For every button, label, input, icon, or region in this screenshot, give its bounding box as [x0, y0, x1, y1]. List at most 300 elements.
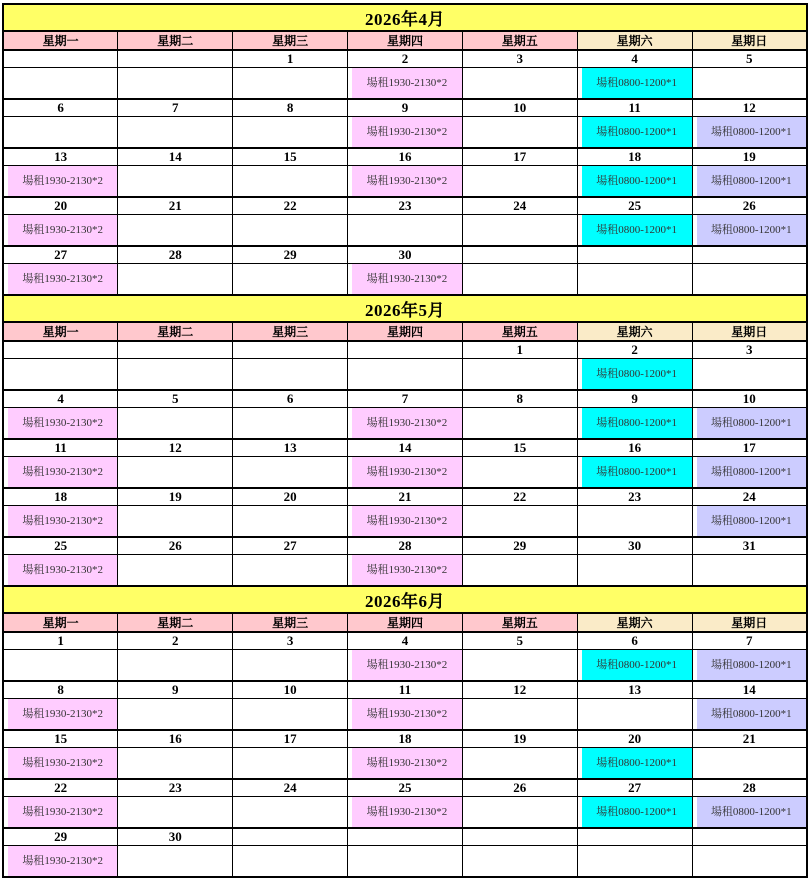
event-entry-cyan: 場租0800-1200*1 — [582, 117, 692, 147]
event-cell — [577, 797, 692, 829]
date-cell: 26 — [118, 537, 233, 555]
event-entry-pink: 場租1930-2130*2 — [8, 506, 117, 536]
date-cell: 8 — [3, 681, 118, 699]
event-entry-lavender: 場租0800-1200*1 — [697, 650, 806, 680]
date-cell: 19 — [118, 488, 233, 506]
date-cell: 9 — [118, 681, 233, 699]
event-entry-pink: 場租1930-2130*2 — [8, 699, 117, 729]
date-cell — [577, 828, 692, 846]
date-cell: 4 — [577, 50, 692, 68]
event-cell — [348, 166, 463, 198]
event-cell — [348, 846, 463, 878]
date-cell: 28 — [348, 537, 463, 555]
event-cell — [233, 650, 348, 682]
event-cell — [3, 117, 118, 149]
date-cell: 20 — [233, 488, 348, 506]
event-cell — [3, 650, 118, 682]
date-cell: 29 — [233, 246, 348, 264]
event-cell — [577, 68, 692, 100]
date-cell: 24 — [462, 197, 577, 215]
event-cell — [462, 650, 577, 682]
event-row — [3, 215, 807, 247]
date-cell: 19 — [692, 148, 807, 166]
event-cell — [3, 166, 118, 198]
event-cell — [118, 215, 233, 247]
weekday-header: 星期二 — [118, 613, 233, 632]
event-cell — [3, 748, 118, 780]
date-cell: 18 — [577, 148, 692, 166]
event-cell — [462, 797, 577, 829]
date-cell: 30 — [118, 828, 233, 846]
date-cell: 11 — [348, 681, 463, 699]
date-cell: 6 — [577, 632, 692, 650]
event-cell — [233, 748, 348, 780]
date-cell: 28 — [692, 779, 807, 797]
event-cell — [577, 699, 692, 731]
event-entry-pink: 場租1930-2130*2 — [8, 215, 117, 245]
event-row — [3, 117, 807, 149]
event-cell — [462, 555, 577, 587]
date-cell: 2 — [577, 341, 692, 359]
event-cell — [3, 264, 118, 296]
event-cell — [118, 117, 233, 149]
date-cell: 11 — [577, 99, 692, 117]
event-entry-lavender: 場租0800-1200*1 — [697, 408, 806, 438]
event-cell — [233, 797, 348, 829]
weekday-header: 星期三 — [233, 613, 348, 632]
event-cell — [577, 506, 692, 538]
event-cell — [348, 117, 463, 149]
weekday-header: 星期五 — [462, 322, 577, 341]
event-cell — [577, 650, 692, 682]
event-cell — [233, 117, 348, 149]
event-entry-pink: 場租1930-2130*2 — [352, 748, 462, 778]
event-cell — [118, 797, 233, 829]
date-row — [3, 148, 807, 166]
date-cell — [577, 246, 692, 264]
date-cell: 30 — [577, 537, 692, 555]
date-cell — [233, 828, 348, 846]
event-cell — [692, 264, 807, 296]
weekday-header: 星期三 — [233, 322, 348, 341]
event-cell — [3, 408, 118, 440]
event-entry-lavender: 場租0800-1200*1 — [697, 797, 806, 827]
event-cell — [692, 506, 807, 538]
date-cell: 16 — [577, 439, 692, 457]
weekday-header: 星期日 — [692, 322, 807, 341]
date-cell: 21 — [118, 197, 233, 215]
date-cell — [118, 50, 233, 68]
date-cell: 28 — [118, 246, 233, 264]
date-cell: 18 — [348, 730, 463, 748]
date-cell: 3 — [462, 50, 577, 68]
month-calendar-2 — [2, 585, 808, 878]
event-row — [3, 797, 807, 829]
event-cell — [577, 457, 692, 489]
event-cell — [348, 797, 463, 829]
date-cell: 15 — [3, 730, 118, 748]
event-row — [3, 68, 807, 100]
event-cell — [462, 359, 577, 391]
event-cell — [3, 215, 118, 247]
weekday-header: 星期四 — [348, 31, 463, 50]
date-row — [3, 828, 807, 846]
weekday-header-row — [3, 322, 807, 341]
weekday-header: 星期五 — [462, 31, 577, 50]
date-row — [3, 341, 807, 359]
weekday-header: 星期一 — [3, 613, 118, 632]
date-cell: 23 — [577, 488, 692, 506]
weekday-header: 星期三 — [233, 31, 348, 50]
month-calendar-1 — [2, 294, 808, 587]
date-row — [3, 390, 807, 408]
date-cell — [3, 50, 118, 68]
date-row — [3, 488, 807, 506]
date-cell: 21 — [348, 488, 463, 506]
date-cell: 14 — [348, 439, 463, 457]
date-cell: 8 — [462, 390, 577, 408]
date-cell: 25 — [577, 197, 692, 215]
date-cell: 24 — [233, 779, 348, 797]
date-cell: 12 — [118, 439, 233, 457]
event-cell — [692, 68, 807, 100]
date-cell — [462, 828, 577, 846]
date-cell: 18 — [3, 488, 118, 506]
event-cell — [692, 846, 807, 878]
date-cell: 27 — [577, 779, 692, 797]
event-row — [3, 359, 807, 391]
event-cell — [118, 68, 233, 100]
event-cell — [118, 506, 233, 538]
event-row — [3, 846, 807, 878]
event-cell — [3, 699, 118, 731]
event-entry-cyan: 場租0800-1200*1 — [582, 215, 692, 245]
event-cell — [692, 408, 807, 440]
date-row — [3, 246, 807, 264]
event-cell — [3, 797, 118, 829]
event-cell — [3, 506, 118, 538]
date-cell: 10 — [692, 390, 807, 408]
date-cell: 19 — [462, 730, 577, 748]
date-cell: 21 — [692, 730, 807, 748]
event-cell — [118, 650, 233, 682]
event-entry-pink: 場租1930-2130*2 — [352, 166, 462, 196]
event-cell — [692, 797, 807, 829]
date-cell: 10 — [462, 99, 577, 117]
event-entry-lavender: 場租0800-1200*1 — [697, 215, 806, 245]
event-cell — [118, 457, 233, 489]
event-row — [3, 264, 807, 296]
event-cell — [233, 215, 348, 247]
event-cell — [233, 846, 348, 878]
date-cell — [233, 341, 348, 359]
event-cell — [692, 457, 807, 489]
event-cell — [577, 117, 692, 149]
event-entry-cyan: 場租0800-1200*1 — [582, 457, 692, 487]
event-cell — [692, 166, 807, 198]
date-cell: 13 — [577, 681, 692, 699]
date-row — [3, 730, 807, 748]
event-cell — [348, 215, 463, 247]
event-cell — [233, 264, 348, 296]
event-cell — [348, 457, 463, 489]
date-cell: 9 — [577, 390, 692, 408]
date-cell: 3 — [692, 341, 807, 359]
date-cell: 12 — [692, 99, 807, 117]
date-cell — [692, 246, 807, 264]
date-cell: 16 — [348, 148, 463, 166]
event-entry-pink: 場租1930-2130*2 — [352, 797, 462, 827]
date-cell: 9 — [348, 99, 463, 117]
event-cell — [462, 408, 577, 440]
date-cell: 1 — [462, 341, 577, 359]
event-cell — [3, 68, 118, 100]
date-cell: 12 — [462, 681, 577, 699]
event-cell — [577, 215, 692, 247]
date-cell: 29 — [462, 537, 577, 555]
event-cell — [692, 650, 807, 682]
date-cell: 4 — [3, 390, 118, 408]
event-entry-lavender: 場租0800-1200*1 — [697, 117, 806, 147]
event-cell — [462, 457, 577, 489]
event-cell — [233, 166, 348, 198]
date-cell: 23 — [348, 197, 463, 215]
event-cell — [348, 650, 463, 682]
date-row — [3, 632, 807, 650]
event-cell — [118, 699, 233, 731]
event-cell — [348, 506, 463, 538]
event-row — [3, 166, 807, 198]
weekday-header: 星期四 — [348, 613, 463, 632]
event-entry-pink: 場租1930-2130*2 — [8, 555, 117, 585]
date-cell: 11 — [3, 439, 118, 457]
event-cell — [233, 408, 348, 440]
date-cell: 14 — [118, 148, 233, 166]
event-cell — [577, 748, 692, 780]
event-entry-cyan: 場租0800-1200*1 — [582, 748, 692, 778]
date-cell: 3 — [233, 632, 348, 650]
event-cell — [3, 555, 118, 587]
date-cell: 8 — [233, 99, 348, 117]
event-entry-cyan: 場租0800-1200*1 — [582, 68, 692, 98]
date-cell: 2 — [348, 50, 463, 68]
weekday-header: 星期五 — [462, 613, 577, 632]
date-cell — [462, 246, 577, 264]
date-cell: 7 — [118, 99, 233, 117]
date-row — [3, 681, 807, 699]
event-entry-pink: 場租1930-2130*2 — [352, 264, 462, 294]
event-cell — [462, 699, 577, 731]
date-cell: 1 — [3, 632, 118, 650]
weekday-header: 星期六 — [577, 322, 692, 341]
event-entry-lavender: 場租0800-1200*1 — [697, 699, 806, 729]
event-cell — [462, 117, 577, 149]
date-cell: 7 — [348, 390, 463, 408]
month-calendar-0 — [2, 3, 808, 296]
event-row — [3, 506, 807, 538]
event-cell — [118, 555, 233, 587]
date-cell: 17 — [692, 439, 807, 457]
weekday-header: 星期日 — [692, 31, 807, 50]
date-cell: 27 — [3, 246, 118, 264]
date-cell: 25 — [3, 537, 118, 555]
date-cell: 6 — [233, 390, 348, 408]
event-entry-cyan: 場租0800-1200*1 — [582, 166, 692, 196]
date-cell: 25 — [348, 779, 463, 797]
date-cell: 1 — [233, 50, 348, 68]
event-cell — [692, 555, 807, 587]
month-title: 2026年6月 — [3, 586, 807, 613]
date-cell — [348, 828, 463, 846]
event-cell — [692, 748, 807, 780]
event-entry-pink: 場租1930-2130*2 — [352, 699, 462, 729]
date-cell: 13 — [3, 148, 118, 166]
event-cell — [577, 264, 692, 296]
event-entry-lavender: 場租0800-1200*1 — [697, 166, 806, 196]
date-cell: 20 — [3, 197, 118, 215]
date-cell: 15 — [233, 148, 348, 166]
event-entry-pink: 場租1930-2130*2 — [352, 408, 462, 438]
event-cell — [118, 359, 233, 391]
event-cell — [577, 846, 692, 878]
date-cell: 24 — [692, 488, 807, 506]
event-cell — [348, 699, 463, 731]
date-cell: 16 — [118, 730, 233, 748]
event-entry-cyan: 場租0800-1200*1 — [582, 797, 692, 827]
weekday-header: 星期二 — [118, 31, 233, 50]
date-cell: 22 — [233, 197, 348, 215]
date-row — [3, 779, 807, 797]
event-cell — [692, 699, 807, 731]
event-cell — [462, 215, 577, 247]
date-cell — [692, 828, 807, 846]
event-cell — [348, 68, 463, 100]
weekday-header: 星期六 — [577, 613, 692, 632]
event-entry-pink: 場租1930-2130*2 — [352, 457, 462, 487]
date-row — [3, 439, 807, 457]
date-cell: 26 — [692, 197, 807, 215]
event-entry-pink: 場租1930-2130*2 — [352, 506, 462, 536]
event-cell — [233, 699, 348, 731]
event-cell — [348, 408, 463, 440]
event-cell — [692, 117, 807, 149]
event-cell — [348, 264, 463, 296]
date-cell: 5 — [462, 632, 577, 650]
weekday-header: 星期六 — [577, 31, 692, 50]
event-entry-lavender: 場租0800-1200*1 — [697, 457, 806, 487]
date-cell: 5 — [118, 390, 233, 408]
date-row — [3, 537, 807, 555]
date-cell: 17 — [233, 730, 348, 748]
event-cell — [462, 166, 577, 198]
date-cell — [348, 341, 463, 359]
event-cell — [462, 68, 577, 100]
event-cell — [118, 408, 233, 440]
date-cell: 20 — [577, 730, 692, 748]
weekday-header: 星期四 — [348, 322, 463, 341]
event-cell — [577, 166, 692, 198]
event-cell — [577, 408, 692, 440]
date-cell: 26 — [462, 779, 577, 797]
event-cell — [118, 846, 233, 878]
event-cell — [348, 748, 463, 780]
date-cell: 30 — [348, 246, 463, 264]
event-cell — [692, 215, 807, 247]
event-cell — [3, 359, 118, 391]
date-cell: 14 — [692, 681, 807, 699]
event-entry-pink: 場租1930-2130*2 — [8, 846, 117, 876]
event-row — [3, 650, 807, 682]
event-cell — [692, 359, 807, 391]
date-cell — [3, 341, 118, 359]
event-entry-cyan: 場租0800-1200*1 — [582, 650, 692, 680]
event-entry-pink: 場租1930-2130*2 — [8, 457, 117, 487]
event-cell — [233, 506, 348, 538]
event-row — [3, 457, 807, 489]
date-cell: 5 — [692, 50, 807, 68]
event-entry-cyan: 場租0800-1200*1 — [582, 408, 692, 438]
event-cell — [233, 68, 348, 100]
date-cell: 2 — [118, 632, 233, 650]
weekday-header-row — [3, 31, 807, 50]
event-cell — [462, 264, 577, 296]
event-row — [3, 699, 807, 731]
event-entry-pink: 場租1930-2130*2 — [8, 166, 117, 196]
month-title: 2026年4月 — [3, 4, 807, 31]
event-entry-pink: 場租1930-2130*2 — [8, 748, 117, 778]
date-cell: 13 — [233, 439, 348, 457]
event-cell — [118, 166, 233, 198]
event-row — [3, 555, 807, 587]
event-entry-pink: 場租1930-2130*2 — [352, 68, 462, 98]
event-cell — [348, 555, 463, 587]
month-title: 2026年5月 — [3, 295, 807, 322]
event-entry-pink: 場租1930-2130*2 — [8, 797, 117, 827]
date-cell: 15 — [462, 439, 577, 457]
event-cell — [577, 555, 692, 587]
event-cell — [3, 457, 118, 489]
event-entry-pink: 場租1930-2130*2 — [352, 555, 462, 585]
event-cell — [233, 457, 348, 489]
date-cell: 29 — [3, 828, 118, 846]
event-row — [3, 748, 807, 780]
event-entry-pink: 場租1930-2130*2 — [352, 117, 462, 147]
date-cell: 22 — [3, 779, 118, 797]
weekday-header-row — [3, 613, 807, 632]
date-row — [3, 99, 807, 117]
event-cell — [462, 506, 577, 538]
date-cell: 6 — [3, 99, 118, 117]
date-cell: 22 — [462, 488, 577, 506]
event-entry-pink: 場租1930-2130*2 — [8, 408, 117, 438]
event-row — [3, 408, 807, 440]
date-row — [3, 50, 807, 68]
date-cell: 23 — [118, 779, 233, 797]
date-cell: 4 — [348, 632, 463, 650]
weekday-header: 星期一 — [3, 31, 118, 50]
weekday-header: 星期一 — [3, 322, 118, 341]
date-cell — [118, 341, 233, 359]
event-cell — [348, 359, 463, 391]
event-cell — [3, 846, 118, 878]
event-cell — [118, 264, 233, 296]
date-cell: 10 — [233, 681, 348, 699]
event-cell — [233, 359, 348, 391]
date-cell: 31 — [692, 537, 807, 555]
date-cell: 27 — [233, 537, 348, 555]
event-entry-cyan: 場租0800-1200*1 — [582, 359, 692, 389]
date-cell: 17 — [462, 148, 577, 166]
